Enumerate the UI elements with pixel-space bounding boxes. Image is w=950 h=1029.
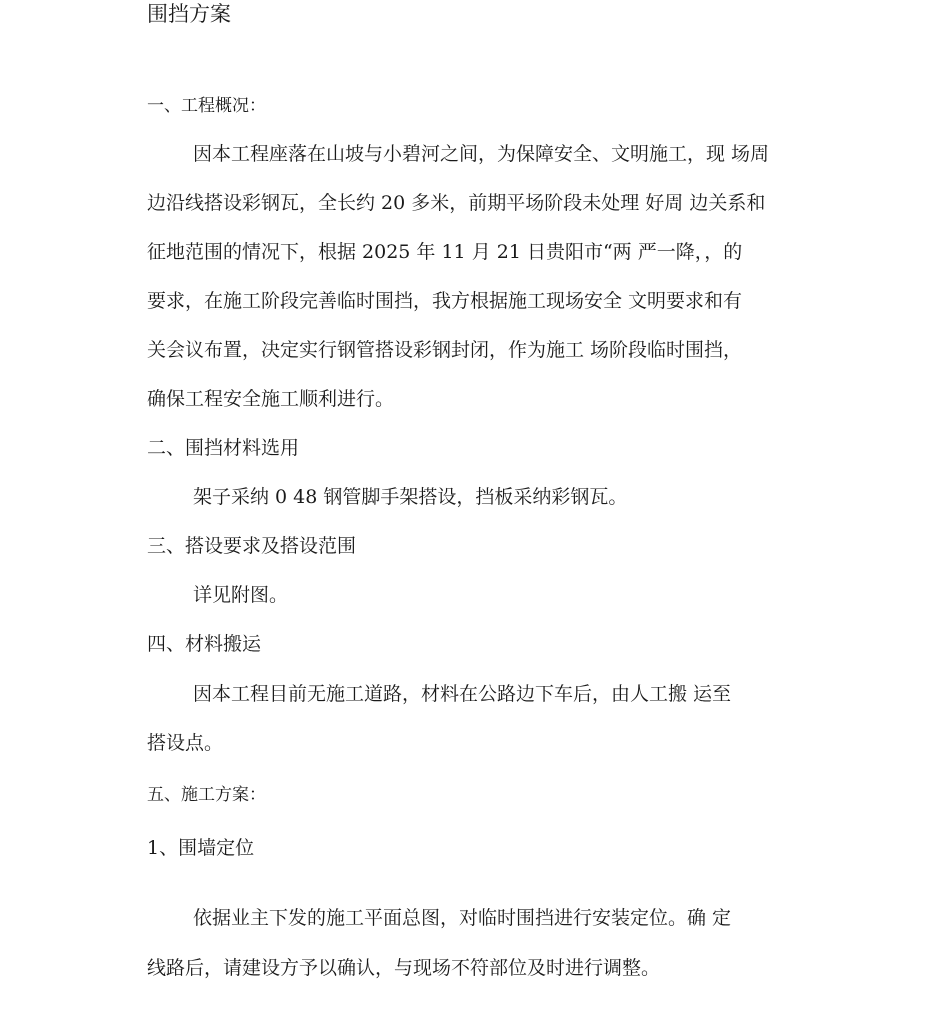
section-heading-construction-plan: 五、施工方案： xyxy=(147,785,266,805)
paragraph-line: 架子采纳 0 48 钢管脚手架搭设，挡板采纳彩钢瓦。 xyxy=(193,486,628,508)
section-heading-overview: 一、工程概况： xyxy=(147,96,266,116)
section-heading-materials: 二、围挡材料选用 xyxy=(147,437,300,459)
paragraph-line: 因本工程座落在山坡与小碧河之间，为保障安全、文明施工，现 场周 xyxy=(193,143,770,165)
paragraph-line: 搭设点。 xyxy=(147,732,224,754)
paragraph-line: 确保工程安全施工顺利进行。 xyxy=(147,388,395,410)
subsection-heading-wall-positioning: 1、围墙定位 xyxy=(147,837,255,859)
paragraph-line: 详见附图。 xyxy=(193,584,289,606)
paragraph-line: 要求，在施工阶段完善临时围挡，我方根据施工现场安全 文明要求和有 xyxy=(147,290,743,312)
section-heading-requirements: 三、搭设要求及搭设范围 xyxy=(147,535,357,557)
paragraph-line: 征地范围的情况下，根据 2025 年 11 月 21 日贵阳市“两 严一降，，的 xyxy=(147,241,743,263)
section-heading-transport: 四、材料搬运 xyxy=(147,633,262,655)
document-title: 围挡方案 xyxy=(147,2,231,26)
paragraph-line: 关会议布置，决定实行钢管搭设彩钢封闭，作为施工 场阶段临时围挡， xyxy=(147,339,743,361)
paragraph-line: 因本工程目前无施工道路，材料在公路边下车后，由人工搬 运至 xyxy=(193,683,732,705)
paragraph-line: 边沿线搭设彩钢瓦，全长约 20 多米，前期平场阶段未处理 好周 边关系和 xyxy=(147,192,766,214)
paragraph-line: 依据业主下发的施工平面总图，对临时围挡进行安装定位。确 定 xyxy=(193,907,732,929)
paragraph-line: 线路后，请建设方予以确认，与现场不符部位及时进行调整。 xyxy=(147,957,661,979)
